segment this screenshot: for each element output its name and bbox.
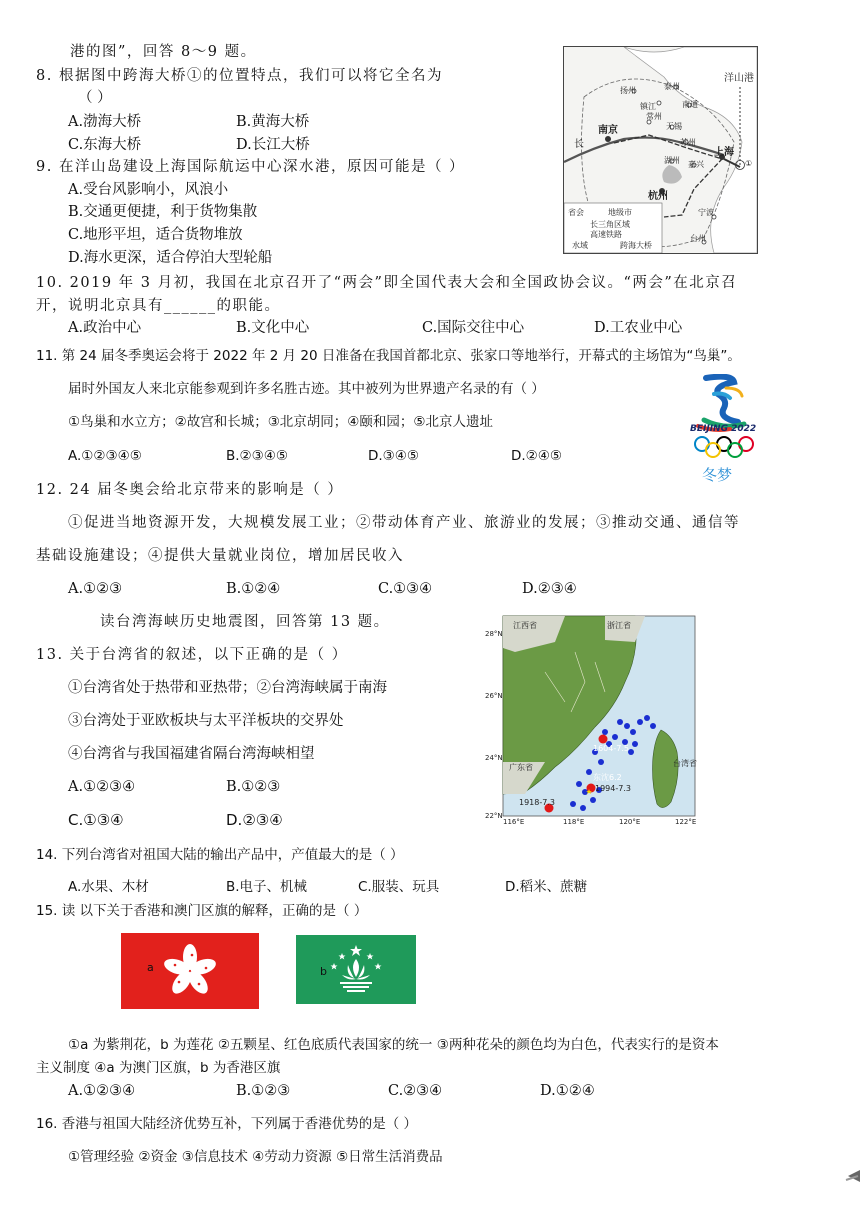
hong-kong-flag xyxy=(121,933,259,1009)
q8-option-a[interactable]: A.渤海大桥 xyxy=(68,114,142,130)
q14-option-a[interactable]: A.水果、木材 xyxy=(68,879,149,895)
taiwan-strait-earthquake-map xyxy=(485,612,700,827)
q10-stem-line1: 10. 2019 年 3 月初，我国在北京召开了“两会”即全国代表大会和全国政协会议。“两会”在北京召 xyxy=(36,275,738,291)
q10-option-b[interactable]: B.文化中心 xyxy=(236,320,310,336)
map-label-shanghai: 上海 xyxy=(714,147,734,158)
q15-option-d[interactable]: D.①②④ xyxy=(540,1083,595,1099)
q13-intro: 读台湾海峡历史地震图，回答第 13 题。 xyxy=(100,614,390,630)
map-label-wuxi: 无锡 xyxy=(666,122,682,131)
emblem-caption: 冬梦 xyxy=(702,466,733,484)
map-label-bridge-1: ① xyxy=(745,159,753,168)
lat-tick-22: 22°N xyxy=(485,812,503,820)
event-1604: 1604-7.5 xyxy=(593,744,629,753)
q8-option-c[interactable]: C.东海大桥 xyxy=(68,137,142,153)
q11-option-d[interactable]: D.②④⑤ xyxy=(511,448,562,464)
q10-option-d[interactable]: D.工农业中心 xyxy=(594,320,683,336)
map-label-hangzhou: 杭州 xyxy=(648,191,668,202)
beijing-2022-emblem xyxy=(684,374,764,494)
event-dongshan: 东沈6.2 xyxy=(593,773,622,782)
q13-option-c[interactable]: C.①③④ xyxy=(68,811,124,829)
olympic-rings-icon xyxy=(692,436,756,458)
q10-option-c[interactable]: C.国际交往中心 xyxy=(422,320,525,336)
lotus-flower-icon xyxy=(296,935,416,1004)
q12-option-a[interactable]: A.①②③ xyxy=(68,581,123,597)
map-label-zhenjiang: 镇江 xyxy=(640,102,656,111)
quake-map-drawing xyxy=(485,612,700,827)
lat-tick-28: 28°N xyxy=(485,630,503,638)
map-label-nanjing: 南京 xyxy=(598,125,618,136)
q11-items: ①鸟巢和水立方；②故宫和长城；③北京胡同；④颐和园；⑤北京人遗址 xyxy=(68,414,494,430)
q14-option-c[interactable]: C.服装、玩具 xyxy=(358,879,440,895)
map-label-yangzhou: 扬州 xyxy=(620,86,636,95)
q10-option-a[interactable]: A.政治中心 xyxy=(68,320,142,336)
lon-tick-120: 120°E xyxy=(619,818,641,826)
q12-line2: 基础设施建设；④提供大量就业岗位，增加居民收入 xyxy=(36,548,404,564)
map-label-ningbo: 宁波 xyxy=(698,208,714,217)
q11-option-a[interactable]: A.①②③④⑤ xyxy=(68,448,142,464)
q8-option-b[interactable]: B.黄海大桥 xyxy=(236,114,310,130)
q12-option-d[interactable]: D.②③④ xyxy=(522,581,577,597)
q14-option-d[interactable]: D.稻米、蔗糖 xyxy=(505,879,588,895)
q11-stem-line1: 11. 第 24 届冬季奥运会将于 2022 年 2 月 20 日准备在我国首都北京、张家口等地举行，开幕式的主场馆为“鸟巢”。 xyxy=(36,348,741,364)
macau-flag xyxy=(296,935,416,1004)
legend-prefecture-city: 地级市 xyxy=(608,208,632,217)
q11-option-b[interactable]: B.②③④⑤ xyxy=(226,448,288,464)
legend-provincial-capital: 省会 xyxy=(568,208,584,217)
q9-option-d[interactable]: D.海水更深，适合停泊大型轮船 xyxy=(68,250,273,266)
q15-stem: 15. 读 以下关于香港和澳门区旗的解释，正确的是（ ） xyxy=(36,903,368,919)
q11-stem-line2: 届时外国友人来北京能参观到许多名胜古迹。其中被列为世界遗产名录的有（ ） xyxy=(68,381,545,397)
q10-stem-line2: 开，说明北京具有______的职能。 xyxy=(36,298,281,314)
q8-stem: 8. 根据图中跨海大桥①的位置特点，我们可以将它全名为 xyxy=(36,68,443,84)
q8-option-d[interactable]: D.长江大桥 xyxy=(236,137,310,153)
event-1994: 1994-7.3 xyxy=(595,784,631,793)
page-curl-icon xyxy=(828,1168,860,1208)
map-label-suzhou: 苏州 xyxy=(680,138,696,147)
q11-option-c[interactable]: D.③④⑤ xyxy=(368,448,419,464)
q13-item-3: ④台湾省与我国福建省隔台湾海峡相望 xyxy=(68,746,315,762)
map-label-huzhou: 湖州 xyxy=(664,156,680,165)
map-label-changzhou: 常州 xyxy=(646,112,662,121)
q15-option-c[interactable]: C.②③④ xyxy=(388,1083,443,1099)
event-1918: 1918-7.3 xyxy=(519,798,555,807)
q12-stem: 12. 24 届冬奥会给北京带来的影响是（ ） xyxy=(36,482,344,498)
lon-tick-122: 122°E xyxy=(675,818,697,826)
legend-yrd-region: 长三角区域 xyxy=(590,220,630,229)
province-zhejiang: 浙江省 xyxy=(607,621,631,630)
q12-option-c[interactable]: C.①③④ xyxy=(378,581,433,597)
province-jiangxi: 江西省 xyxy=(513,621,537,630)
legend-water: 水域 xyxy=(572,241,588,250)
bauhinia-flower-icon xyxy=(121,933,259,1009)
lon-tick-118: 118°E xyxy=(563,818,585,826)
q15-option-b[interactable]: B.①②③ xyxy=(236,1083,291,1099)
province-guangdong: 广东省 xyxy=(509,763,533,772)
q9-stem: 9. 在洋山岛建设上海国际航运中心深水港，原因可能是（ ） xyxy=(36,159,466,175)
emblem-wordmark: BEIJING 2022 xyxy=(690,424,757,434)
province-taiwan: 台湾省 xyxy=(673,759,697,768)
lat-tick-24: 24°N xyxy=(485,754,503,762)
q14-stem: 14. 下列台湾省对祖国大陆的输出产品中，产值最大的是（ ） xyxy=(36,847,404,863)
flag-a-label: a xyxy=(147,961,154,974)
q13-option-b[interactable]: B.①②③ xyxy=(226,779,281,795)
map-label-taizhou: 泰州 xyxy=(664,82,680,91)
map-label-jiaxing: 嘉兴 xyxy=(688,160,704,169)
q16-stem: 16. 香港与祖国大陆经济优势互补，下列属于香港优势的是（ ） xyxy=(36,1116,418,1132)
q13-option-a[interactable]: A.①②③④ xyxy=(68,779,136,795)
q9-option-a[interactable]: A.受台风影响小，风浪小 xyxy=(68,182,229,198)
q8-paren: （ ） xyxy=(78,90,112,106)
map-label-nantong: 南通 xyxy=(682,100,698,109)
lon-tick-116: 116°E xyxy=(503,818,525,826)
q13-stem: 13. 关于台湾省的叙述，以下正确的是（ ） xyxy=(36,647,348,663)
q12-option-b[interactable]: B.①②④ xyxy=(226,581,281,597)
q15-line1: ①a 为紫荆花，b 为莲花 ②五颗星、红色底质代表国家的统一 ③两种花朵的颜色均为白色，代表实行的是资本 xyxy=(68,1037,719,1053)
q13-option-d[interactable]: D.②③④ xyxy=(226,811,283,829)
map-label-yangshan-port: 洋山港 xyxy=(724,73,754,84)
intro-line: 港的图”，回答 8～9 题。 xyxy=(70,44,257,60)
legend-sea-bridge: 跨海大桥 xyxy=(620,241,652,250)
legend-high-speed-rail: 高速铁路 xyxy=(590,230,622,239)
q15-option-a[interactable]: A.①②③④ xyxy=(68,1083,136,1099)
q9-option-b[interactable]: B.交通更便捷，利于货物集散 xyxy=(68,204,258,220)
yangtze-delta-map xyxy=(563,46,758,254)
map-label-chang: 长 xyxy=(574,139,584,150)
q9-option-c[interactable]: C.地形平坦，适合货物堆放 xyxy=(68,227,243,243)
lat-tick-26: 26°N xyxy=(485,692,503,700)
map-label-taizhou-zj: 台州 xyxy=(690,234,706,243)
q13-item-2: ③台湾处于亚欧板块与太平洋板块的交界处 xyxy=(68,713,344,729)
q12-line1: ①促进当地资源开发，大规模发展工业；②带动体育产业、旅游业的发展；③推动交通、通信等 xyxy=(68,515,740,531)
flag-b-label: b xyxy=(320,965,327,978)
q15-line2: 主义制度 ④a 为澳门区旗，b 为香港区旗 xyxy=(36,1060,281,1076)
q14-option-b[interactable]: B.电子、机械 xyxy=(226,879,308,895)
q16-items: ①管理经验 ②资金 ③信息技术 ④劳动力资源 ⑤日常生活消费品 xyxy=(68,1149,443,1165)
q13-item-1: ①台湾省处于热带和亚热带；②台湾海峡属于南海 xyxy=(68,680,387,696)
